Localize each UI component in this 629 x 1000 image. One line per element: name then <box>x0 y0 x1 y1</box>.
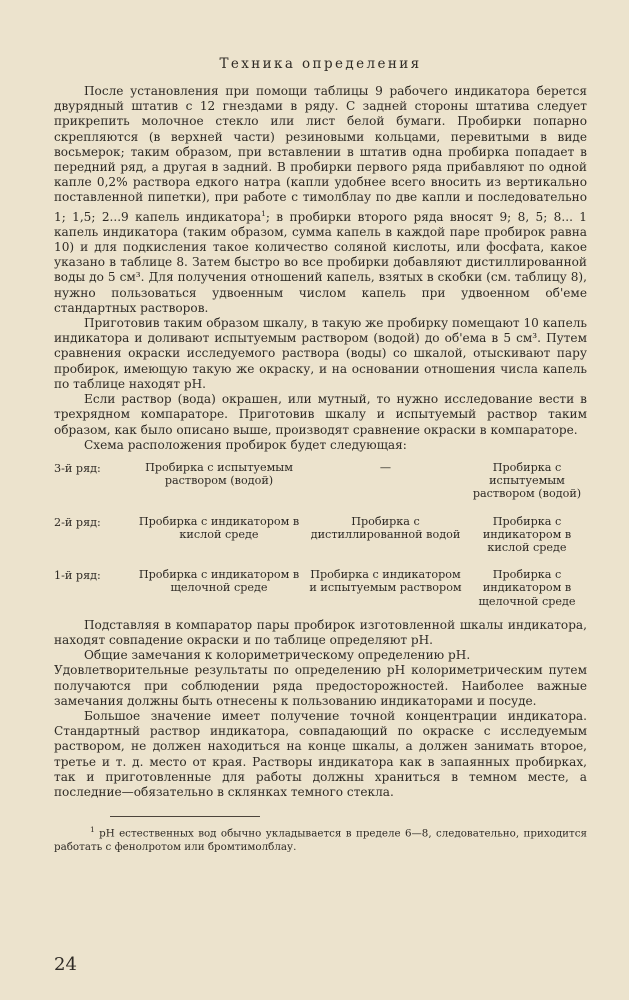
page-number: 24 <box>54 954 77 975</box>
tube-scheme <box>54 461 587 608</box>
scheme-cell: Пробирка с индикатором и испытуемым раствором <box>309 568 462 595</box>
paragraph: Удовлетворительные результаты по определению pH колориметрическим путем получаются при соблюдении ряда предосторожностей. Наиболее важные замечания должны быть отнесены к пользованию индикаторами и посуде. <box>54 663 587 708</box>
footnote <box>54 823 587 853</box>
footnote-ref: 1 <box>261 208 266 218</box>
paragraph-text: После установления при помощи таблицы 9 рабочего индикатора берется двурядный штатив с 12 гнездами в ряду. С задней стороны штатива следует прикрепить молочное стекло или лист белой бумаги. Пробирки попарно скрепляются (в верхней части) резиновыми кольцами, перевитыми в виде восьмерок; таким образом, при вставлении в штатив одна пробирка попадает в передний ряд, а другая в задний. В пробирки первого ряда прибавляют по одной капле 0,2% раствора едкого натра (капли удобнее всего вносить из вертикально поставленной пипетки), при работе с тимолблау по две капли и последовательно 1; 1,5; 2...9 капель индикатора <box>54 84 587 224</box>
footnote-mark: 1 <box>90 825 95 835</box>
scheme-cell: — <box>379 460 392 474</box>
row-label: 2-й ряд: <box>54 515 101 529</box>
footnote-divider <box>110 816 260 817</box>
scheme-intro: Схема расположения пробирок будет следующая: <box>84 437 407 452</box>
section-heading: Техника определения <box>219 56 422 72</box>
paragraph: Приготовив таким образом шкалу, в такую же пробирку помещают 10 капель индикатора и доливают испытуемым раствором (водой) до об'ема в 5 см³. Путем сравнения окраски исследуемого раствора (воды) со шкалой, отыскивают пару пробирок, имеющую такую же окраску, и на основании отношения числа капель по таблице находят pH. <box>54 316 587 391</box>
scheme-cell: Пробирка с индикатором в щелочной среде <box>478 568 576 608</box>
scheme-cell: Пробирка с индикатором в щелочной среде <box>138 568 300 595</box>
row-label: 3-й ряд: <box>54 461 101 475</box>
scheme-cell: Пробирка с индикатором в кислой среде <box>138 514 300 541</box>
page-body <box>54 56 587 854</box>
scheme-cell: Пробирка с испытуемым раствором (водой) <box>472 460 582 501</box>
paragraph: Подставляя в компаратор пары пробирок изготовленной шкалы индикатора, находят совпадение окраски и по таблице определяют pH. <box>54 617 587 647</box>
scheme-cell: Пробирка с дистиллированной водой <box>310 514 461 541</box>
scheme-cell: Пробирка с испытуемым раствором (водой) <box>145 460 293 488</box>
row-label: 1-й ряд: <box>54 569 101 583</box>
footnote-text: pH естественных вод обычно укладывается в пределе 6—8, следовательно, приходится работать с фенолротом или бромтимолблау. <box>54 827 587 853</box>
paragraph: Если раствор (вода) окрашен, или мутный, то нужно исследование вести в трехрядном компараторе. Приготовив шкалу и испытуемый раствор таким образом, как было описано выше, производят сравнение окраски в компараторе. <box>54 392 587 437</box>
paragraph: Большое значение имеет получение точной концентрации индикатора. Стандартный раствор индикатора, совпадающий по окраске с исследуемым раствором, не должен находиться на конце шкалы, а должен занимать второе, третье и т. д. место от края. Растворы индикатора как в запаянных пробирках, так и приготовленные для работы должны храниться в темном месте, а последние—обязательно в склянках темного стекла. <box>54 708 587 799</box>
scheme-cell: Пробирка с индикатором в кислой среде <box>482 514 572 554</box>
paragraph <box>54 84 587 316</box>
paragraph: Общие замечания к колориметрическому определению pH. <box>84 648 471 663</box>
paragraph-text: ; в пробирки второго ряда вносят 9; 8, 5; 8... 1 капель индикатора (таким образом, сумма капель в каждой паре пробирок равна 10) и для подкисления такое количество соляной кислоты, или фосфата, какое указано в таблице 8. Затем быстро во все пробирки добавляют дистиллированной воды до 5 см³. Для получения отношений капель, взятых в скобки (см. таблицу 8), нужно пользоваться удвоенным числом капель при удвоенном об'еме стандартных растворов. <box>54 209 587 315</box>
